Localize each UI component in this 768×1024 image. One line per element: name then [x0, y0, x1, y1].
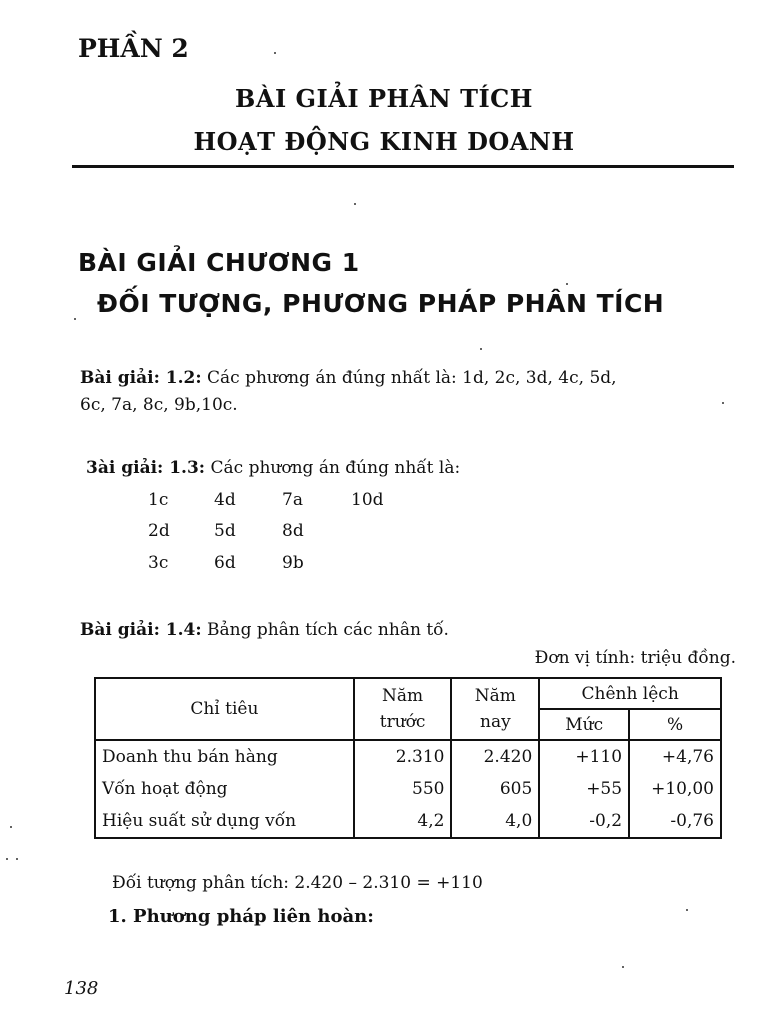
header-previous-year-line1: Năm — [382, 686, 424, 706]
answer-cell: 6d — [214, 553, 236, 573]
part-label: PHẦN 2 — [78, 34, 189, 63]
row-difference-percent: +10,00 — [629, 773, 721, 805]
row-difference-level: +55 — [539, 773, 629, 805]
solution-1-3-line — [86, 456, 460, 481]
chapter-heading-line2: ĐỐI TƯỢNG, PHƯƠNG PHÁP PHÂN TÍCH — [97, 289, 665, 318]
header-previous-year-line2: trước — [379, 712, 426, 732]
header-indicator: Chỉ tiêu — [95, 678, 354, 740]
solution-1-2-label: Bài giải: 1.2: — [80, 368, 202, 388]
solution-1-4-label: Bài giải: 1.4: — [80, 620, 202, 640]
row-difference-percent: -0,76 — [629, 805, 721, 838]
answer-cell: 10d — [351, 490, 384, 510]
answer-cell: 5d — [214, 521, 236, 541]
header-current-year-line2: nay — [480, 712, 511, 732]
answer-cell: 9b — [282, 553, 304, 573]
row-difference-level: +110 — [539, 740, 629, 773]
row-current-value: 4,0 — [451, 805, 539, 838]
answer-cell: 7a — [282, 490, 303, 510]
row-previous-value: 2.310 — [354, 740, 452, 773]
title-divider — [72, 165, 734, 168]
solution-1-2-text: Các phương án đúng nhất là: 1d, 2c, 3d, 4c, 5d, — [207, 368, 617, 388]
header-difference: Chênh lệch — [539, 678, 721, 709]
solution-1-4-text: Bảng phân tích các nhân tố. — [207, 620, 449, 640]
row-indicator: Vốn hoạt động — [95, 773, 354, 805]
row-difference-percent: +4,76 — [629, 740, 721, 773]
row-indicator: Doanh thu bán hàng — [95, 740, 354, 773]
row-difference-level: -0,2 — [539, 805, 629, 838]
table-row — [95, 773, 721, 805]
row-indicator: Hiệu suất sử dụng vốn — [95, 805, 354, 838]
chapter-heading-line1: BÀI GIẢI CHƯƠNG 1 — [78, 248, 360, 277]
solution-1-4-line — [80, 618, 449, 643]
solution-1-2-line2: 6c, 7a, 8c, 9b,10c. — [80, 395, 238, 415]
row-previous-value: 4,2 — [354, 805, 452, 838]
header-level: Mức — [539, 709, 629, 740]
header-current-year-line1: Năm — [474, 686, 516, 706]
answer-cell: 3c — [148, 553, 169, 573]
analysis-object: Đối tượng phân tích: 2.420 – 2.310 = +110 — [112, 873, 483, 893]
answer-cell: 4d — [214, 490, 236, 510]
factor-analysis-table — [94, 677, 722, 839]
table-row — [95, 740, 721, 773]
solution-1-3-text: Các phương án đúng nhất là: — [210, 458, 461, 478]
header-previous-year — [354, 678, 452, 740]
answer-cell: 1c — [148, 490, 169, 510]
answer-cell: 8d — [282, 521, 304, 541]
main-title-line2: HOẠT ĐỘNG KINH DOANH — [193, 127, 575, 156]
page-number: 138 — [64, 978, 99, 999]
solution-1-3-label: 3ài giải: 1.3: — [86, 458, 206, 478]
header-percent: % — [629, 709, 721, 740]
row-current-value: 605 — [451, 773, 539, 805]
answer-cell: 2d — [148, 521, 170, 541]
main-title-line1: BÀI GIẢI PHÂN TÍCH — [235, 84, 533, 113]
unit-note: Đơn vị tính: triệu đồng. — [534, 648, 736, 668]
row-previous-value: 550 — [354, 773, 452, 805]
solution-1-2-line1 — [80, 366, 617, 391]
row-current-value: 2.420 — [451, 740, 539, 773]
header-current-year — [451, 678, 539, 740]
method-heading: 1. Phương pháp liên hoàn: — [108, 906, 374, 927]
table-row — [95, 805, 721, 838]
